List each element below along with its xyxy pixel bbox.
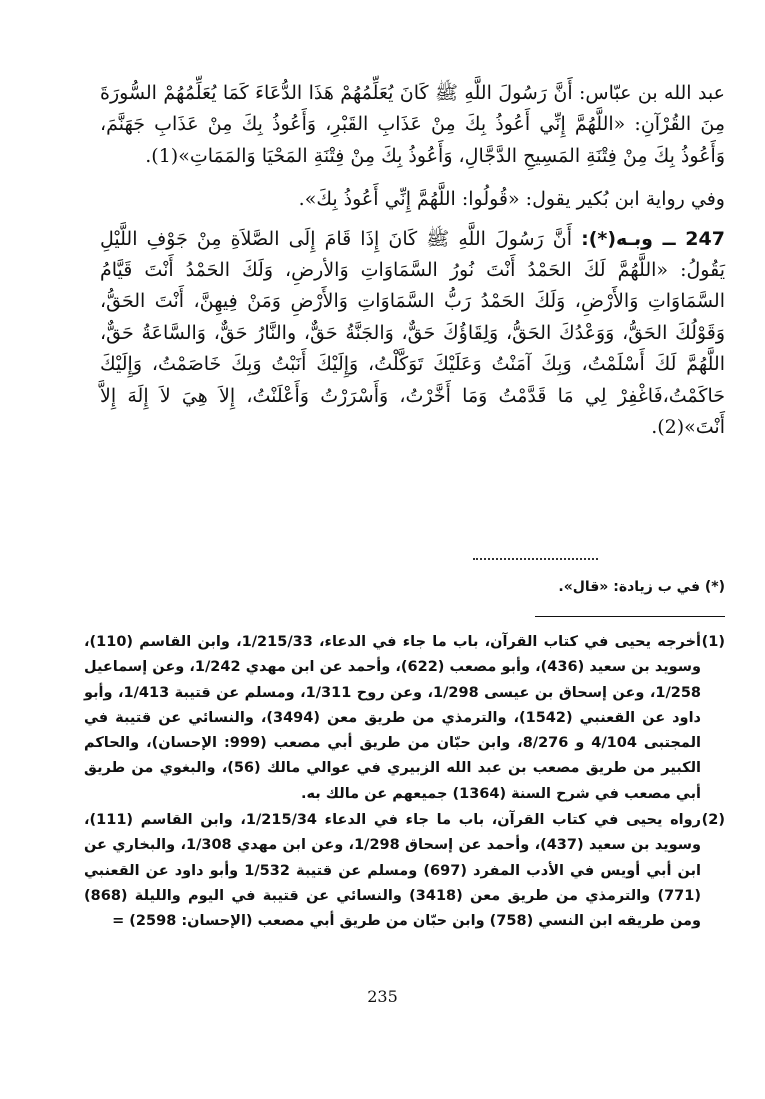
hadith-text: أَنَّ رَسُولَ اللَّهِ ﷺ كَانَ إِذَا قَامَ إِلَى الصَّلاَةِ مِنْ جَوْفِ اللَّيْلِ يَقُولُ: «اللَّهُمَّ لَكَ الحَمْدُ أَنْتَ نُورُ السَّمَاوَاتِ وَالأرضِ، وَلَكَ الحَمْدُ أَنْتَ قَيَّامُ السَّمَاوَاتِ وَالأَرْضِ، وَلَكَ الحَمْدُ رَبُّ السَّمَاوَاتِ وَالأَرْضِ وَمَنْ فِيهِنَّ، أَنْتَ الحَقُّ، وَقَوْلُكَ الحَقُّ، وَوَعْدُكَ الحَقُّ، وَلِقَاؤُكَ حَقٌّ، وَالجَنَّةُ حَقٌّ، والنَّارُ حَقٌّ، وَالسَّاعَةُ حَقٌّ، اللَّهُمَّ لَكَ أَسْلَمْتُ، وَبِكَ آمَنْتُ وَعَلَيْكَ تَوَكَّلْتُ، وَإِلَيْكَ أَنَبْتُ وَبِكَ خَاصَمْتُ، وَإِلَيْكَ حَاكَمْتُ،فَاغْفِرْ لِي مَا قَدَّمْتُ وَمَا أَخَّرْتُ، وَأَسْرَرْتُ وَأَعْلَنْتُ، إِلاَ هِيَ لاَ إِلَهَ إِلاَّ أَنْتَ»(2). [100, 227, 726, 439]
footnote [84, 630, 725, 807]
main-text [100, 78, 725, 443]
riwaya-note: وفي رواية ابن بُكير يقول: «قُولُوا: اللَّهُمَّ إِنِّي أَعُوذُ بِكَ». [298, 188, 725, 211]
footnote-number: (2) [701, 812, 725, 829]
hadith-paragraph-continuation: عبد الله بن عبّاس: أَنَّ رَسُولَ اللَّهِ ﷺ كَانَ يُعَلِّمُهُمْ هَذَا الدُّعَاءَ كَمَا يُعَلِّمُهُمْ السُّورَةَ مِنَ القُرْآنِ: «اللَّهُمَّ إِنِّي أَعُوذُ بِكَ مِنْ عَذَابِ القَبْرِ، وَأَعُوذُ بِكَ مِنْ عَذَابِ جَهَنَّمَ، وَأَعُوذُ بِكَ مِنْ فِتْنَةِ المَسِيحِ الدَّجَّالِ، وَأَعُوذُ بِكَ مِنْ فِتْنَةِ المَحْيَا وَالمَمَاتِ»(1). [100, 82, 725, 167]
footnote-text: أخرجه يحيى في كتاب القرآن، باب ما جاء في الدعاء، 1/215/33، وابن القاسم (110)، وسويد بن سعيد (436)، وأبو مصعب (622)، وأحمد عن ابن مهدي 1/242، وعن إسماعيل 1/258، وعن إسحاق بن عيسى 1/298، وعن روح 1/311، ومسلم عن قتيبة 1/413، وأبو داود عن القعنبي (1542)، والترمذي من طريق معن (3494)، والنسائي عن قتيبة في المجتبى 4/104 و 8/276، وابن حبّان من طريق أبي مصعب (999: الإحسان)، والحاكم الكبير من طريق مصعب بن عبد الله الزبيري في عوالي مالك (56)، والبغوي من طريق أبي مصعب في شرح السنة (1364) جميعهم عن مالك به. [84, 634, 702, 802]
manuscript-variant-note: (*) في ب زيادة: «قال». [558, 579, 725, 595]
footnote [84, 808, 725, 934]
hadith-number: 247 ــ وبـه(*): [581, 227, 725, 250]
dotted-separator [473, 558, 598, 560]
footnote-text: رواه يحيى في كتاب القرآن، باب ما جاء في الدعاء 1/215/34، وابن القاسم (111)، وسويد بن سعيد (437)، وأحمد عن إسحاق 1/298، وعن ابن مهدي 1/308، والبخاري عن ابن أبي أويس في الأدب المفرد (697) ومسلم عن قتيبة 1/532 وأبو داود عن القعنبي (771) والترمذي من طريق معن (3418) والنسائي عن قتيبة في اليوم والليلة (868) ومن طريقه ابن النسي (758) وابن حبّان من طريق أبي مصعب (الإحسان: 2598) = [84, 812, 701, 930]
footnote-rule [535, 616, 725, 617]
page-number: 235 [367, 987, 398, 1006]
hadith-paragraph-247 [100, 224, 725, 444]
footnotes [84, 630, 725, 935]
footnote-number: (1) [701, 634, 725, 650]
